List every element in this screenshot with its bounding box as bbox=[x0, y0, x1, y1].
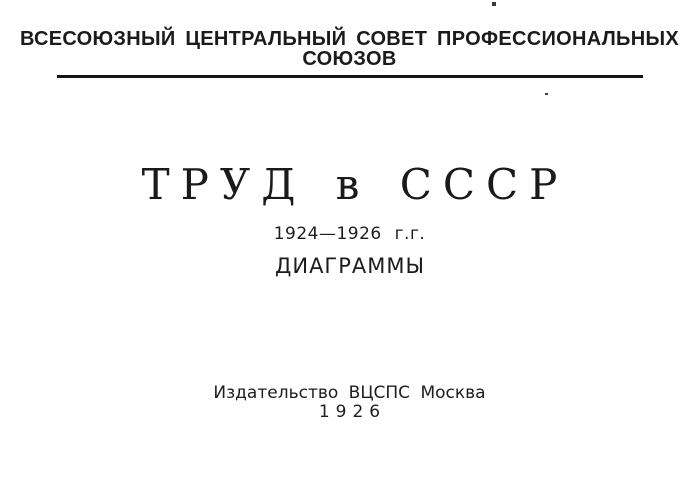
ink-speck-below-rule bbox=[545, 93, 548, 95]
edition-years: 1924—1926 г.г. bbox=[273, 224, 426, 244]
org-name-line1: ВСЕСОЮЗНЫЙ ЦЕНТРАЛЬНЫЙ СОВЕТ ПРОФЕССИОНАЛЬНЫХ bbox=[19, 28, 679, 50]
ink-speck-top bbox=[492, 2, 496, 6]
org-name-line2: СОЮЗОВ bbox=[302, 48, 397, 70]
book-title: ТРУД в СССР bbox=[141, 160, 569, 209]
org-header bbox=[0, 29, 699, 69]
header-rule bbox=[57, 75, 643, 78]
publication-year: 1926 bbox=[318, 402, 387, 422]
publisher-line: Издательство ВЦСПС Москва bbox=[213, 383, 486, 403]
subtitle-diagrams: ДИАГРАММЫ bbox=[274, 254, 426, 278]
